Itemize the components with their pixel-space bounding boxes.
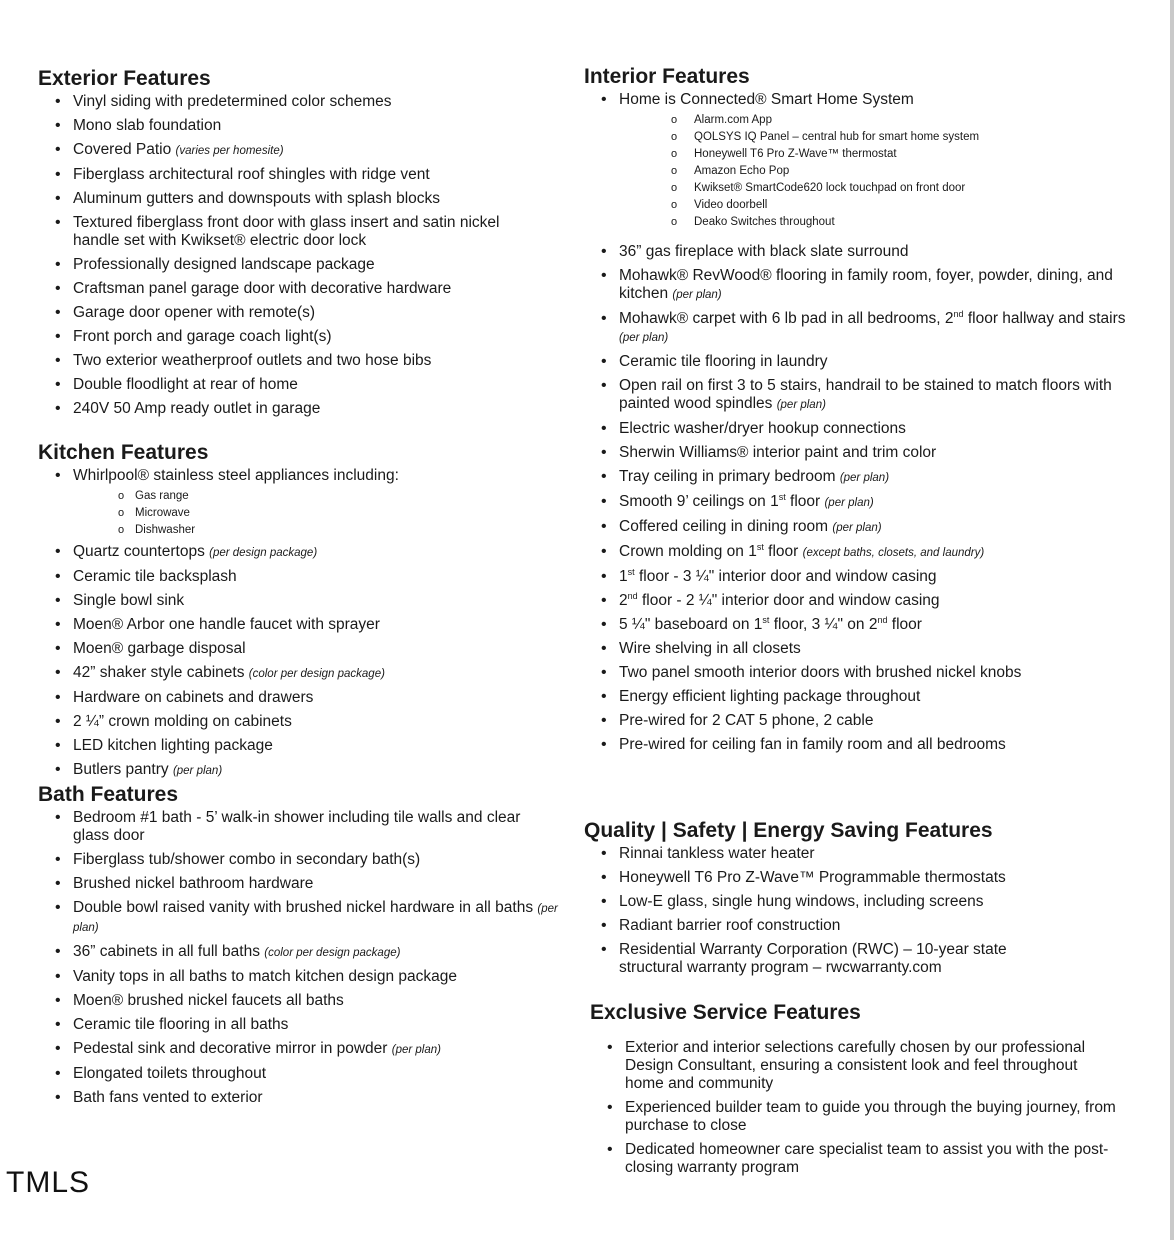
exterior-features-list [38,93,538,418]
feature-item [584,243,1134,261]
feature-item [584,420,1134,438]
feature-item [590,1141,1120,1177]
feature-item [38,992,558,1010]
feature-item [584,592,1134,610]
feature-text: Bath fans vented to exterior [73,1089,263,1106]
feature-text: Garage door opener with remote(s) [73,304,316,321]
feature-text: Coffered ceiling in dining room [619,518,833,535]
bath-features-list [38,809,558,1107]
tmls-logo: TMLS [6,1166,91,1199]
feature-text: 2 ¼” crown molding on cabinets [73,713,292,730]
feature-item [38,899,558,937]
feature-subitem: o Alarm.com App [619,112,1134,129]
feature-text: Open rail on first 3 to 5 stairs, handrail to be stained to match floors with painted wood spindles [619,377,1112,412]
feature-note: (per plan) [619,332,669,344]
feature-text: Vanity tops in all baths to match kitchen design package [73,968,457,985]
feature-item [584,941,1054,977]
feature-text: Exterior and interior selections carefully chosen by our professional Design Consultant, ensuring a consistent look and feel throughout home and community [625,1039,1086,1092]
feature-text: Crown molding on 1st floor [619,541,803,560]
bath-features-section [38,783,558,1113]
feature-text: 36” cabinets in all full baths [73,943,265,960]
feature-text: Home is Connected® Smart Home System [619,91,914,108]
feature-text: Covered Patio [73,141,176,158]
feature-text: Pre-wired for 2 CAT 5 phone, 2 cable [619,712,874,729]
feature-note: (per plan) [776,399,826,411]
feature-text: Fiberglass architectural roof shingles with ridge vent [73,166,430,183]
feature-item [584,543,1134,562]
feature-item [38,968,558,986]
feature-text: Textured fiberglass front door with glass insert and satin nickel handle set with Kwikset® electric door lock [73,214,500,249]
feature-item [590,1099,1120,1135]
feature-text: 2nd floor - 2 ¼" interior door and window casing [619,590,940,609]
feature-item [38,256,538,274]
interior-features-section [584,65,1134,760]
feature-text: Radiant barrier roof construction [619,917,841,934]
feature-note: (per plan) [391,1044,441,1056]
feature-text: Brushed nickel bathroom hardware [73,875,314,892]
feature-subitem: o Gas range [73,488,538,505]
feature-item [584,616,1134,634]
feature-note: (varies per homesite) [175,145,284,157]
feature-item [584,518,1134,537]
feature-subitem: o Honeywell T6 Pro Z-Wave™ thermostat [619,146,1134,163]
feature-subitem: o Deako Switches throughout [619,214,1134,231]
interior-features-list [584,91,1134,754]
feature-item [38,592,538,610]
feature-item [38,713,538,731]
feature-item [38,568,538,586]
feature-text: Tray ceiling in primary bedroom [619,468,840,485]
feature-text: Bedroom #1 bath - 5’ walk-in shower including tile walls and clear glass door [73,809,521,844]
feature-item [38,689,538,707]
quality-features-section [584,819,1054,983]
feature-text: Double bowl raised vanity with brushed nickel hardware in all baths [73,899,538,916]
feature-text: 240V 50 Amp ready outlet in garage [73,400,321,417]
service-features-title: Exclusive Service Features [590,1001,861,1024]
feature-item [38,93,538,111]
feature-item [38,851,558,869]
feature-item [38,1065,558,1083]
feature-text: Ceramic tile flooring in all baths [73,1016,289,1033]
feature-item [590,1039,1120,1093]
feature-item [584,893,1054,911]
feature-text: Moen® brushed nickel faucets all baths [73,992,344,1009]
feature-text: Two exterior weatherproof outlets and two hose bibs [73,352,432,369]
feature-item [584,845,1054,863]
feature-item [38,737,538,755]
feature-subitem: o Kwikset® SmartCode620 lock touchpad on front door [619,180,1134,197]
feature-subitem: o QOLSYS IQ Panel – central hub for smart home system [619,129,1134,146]
feature-note: (per plan) [73,903,558,934]
feature-text: Single bowl sink [73,592,185,609]
feature-text: Butlers pantry [73,761,173,778]
feature-text: Rinnai tankless water heater [619,845,815,862]
feature-text: Pre-wired for ceiling fan in family room and all bedrooms [619,736,1006,753]
feature-text: Residential Warranty Corporation (RWC) – 10-year state structural warranty program – rwcwarranty.com [619,941,1007,976]
exterior-features-title: Exterior Features [38,67,211,90]
feature-item [584,869,1054,887]
feature-text: Pedestal sink and decorative mirror in powder [73,1040,392,1057]
feature-text: Honeywell T6 Pro Z-Wave™ Programmable thermostats [619,869,1006,886]
feature-item [584,267,1134,304]
feature-item [38,376,538,394]
quality-features-list [584,845,1054,977]
feature-text: Smooth 9’ ceilings on 1st floor [619,491,825,510]
quality-features-title: Quality | Safety | Energy Saving Features [584,819,993,842]
feature-text: Sherwin Williams® interior paint and trim color [619,444,937,461]
feature-item [584,640,1134,658]
feature-note: (per plan) [824,497,874,509]
feature-text: Wire shelving in all closets [619,640,801,657]
kitchen-features-title: Kitchen Features [38,441,209,464]
feature-text: Moen® garbage disposal [73,640,246,657]
feature-item [38,141,538,160]
feature-item [584,736,1134,754]
feature-text: Front porch and garage coach light(s) [73,328,332,345]
feature-text: Elongated toilets throughout [73,1065,267,1082]
page-edge [1170,0,1174,1240]
feature-item [584,353,1134,371]
kitchen-features-section [38,441,538,786]
feature-text: 42” shaker style cabinets [73,664,249,681]
feature-item [38,1089,558,1107]
feature-item [38,467,538,539]
feature-text: Energy efficient lighting package throughout [619,688,921,705]
feature-sublist [619,112,1134,231]
feature-item [584,664,1134,682]
feature-subitem: o Video doorbell [619,197,1134,214]
feature-item [584,688,1134,706]
feature-subitem: o Microwave [73,505,538,522]
feature-item [584,712,1134,730]
feature-note: (per plan) [672,289,722,301]
feature-text: Dedicated homeowner care specialist team to assist you with the post-closing warranty program [625,1141,1109,1176]
feature-text: 5 ¼" baseboard on 1st floor, 3 ¼" on 2nd floor [619,614,922,633]
feature-text: Ceramic tile flooring in laundry [619,353,828,370]
feature-item [38,400,538,418]
feature-note: (except baths, closets, and laundry) [802,547,985,559]
feature-item [38,809,558,845]
feature-item [584,468,1134,487]
feature-item [38,117,538,135]
feature-item [38,190,538,208]
feature-item [584,444,1134,462]
feature-item [38,280,538,298]
kitchen-features-list [38,467,538,780]
service-features-list [590,1039,1120,1177]
feature-item [584,91,1134,231]
interior-features-title: Interior Features [584,65,750,88]
feature-text: Mohawk® carpet with 6 lb pad in all bedrooms, 2nd floor hallway and stairs [619,308,1126,327]
feature-item [38,943,558,962]
feature-sublist [73,488,538,539]
feature-text: Double floodlight at rear of home [73,376,298,393]
feature-item [584,917,1054,935]
feature-note: (per plan) [172,765,223,777]
feature-text: Vinyl siding with predetermined color schemes [73,93,392,110]
feature-item [584,377,1134,414]
feature-text: 1st floor - 3 ¼" interior door and window casing [619,566,937,585]
feature-text: Professionally designed landscape package [73,256,375,273]
feature-subitem: o Dishwasher [73,522,538,539]
feature-text: Electric washer/dryer hookup connections [619,420,906,437]
feature-note: (color per design package) [264,947,401,959]
feature-note: (per design package) [209,547,318,559]
feature-text: Moen® Arbor one handle faucet with sprayer [73,616,380,633]
feature-text: Craftsman panel garage door with decorative hardware [73,280,452,297]
feature-item [38,214,538,250]
feature-item [584,568,1134,586]
feature-text: Hardware on cabinets and drawers [73,689,314,706]
feature-item [38,640,538,658]
feature-note: (color per design package) [248,668,385,680]
feature-text: Low-E glass, single hung windows, including screens [619,893,984,910]
service-features-section [590,1001,1120,1183]
feature-note: (per plan) [839,472,890,484]
feature-text: Ceramic tile backsplash [73,568,237,585]
feature-text: Two panel smooth interior doors with brushed nickel knobs [619,664,1022,681]
feature-text: Fiberglass tub/shower combo in secondary bath(s) [73,851,421,868]
feature-text: Aluminum gutters and downspouts with splash blocks [73,190,441,207]
feature-item [584,493,1134,512]
feature-item [38,664,538,683]
feature-item [38,328,538,346]
feature-text: Experienced builder team to guide you through the buying journey, from purchase to close [625,1099,1116,1134]
feature-item [38,166,538,184]
feature-subitem: o Amazon Echo Pop [619,163,1134,180]
feature-item [38,1016,558,1034]
feature-text: Quartz countertops [73,543,210,560]
feature-item [38,304,538,322]
feature-text: Mohawk® RevWood® flooring in family room, foyer, powder, dining, and kitchen [619,267,1113,302]
feature-text: Whirlpool® stainless steel appliances including: [73,467,399,484]
feature-item [38,616,538,634]
feature-item [38,543,538,562]
feature-text: 36” gas fireplace with black slate surround [619,243,909,260]
feature-text: LED kitchen lighting package [73,737,273,754]
bath-features-title: Bath Features [38,783,179,806]
feature-item [38,875,558,893]
feature-note: (per plan) [832,522,882,534]
exterior-features-section [38,67,538,424]
feature-item [38,761,538,780]
feature-item [584,310,1134,347]
feature-item [38,1040,558,1059]
feature-item [38,352,538,370]
feature-text: Mono slab foundation [73,117,222,134]
